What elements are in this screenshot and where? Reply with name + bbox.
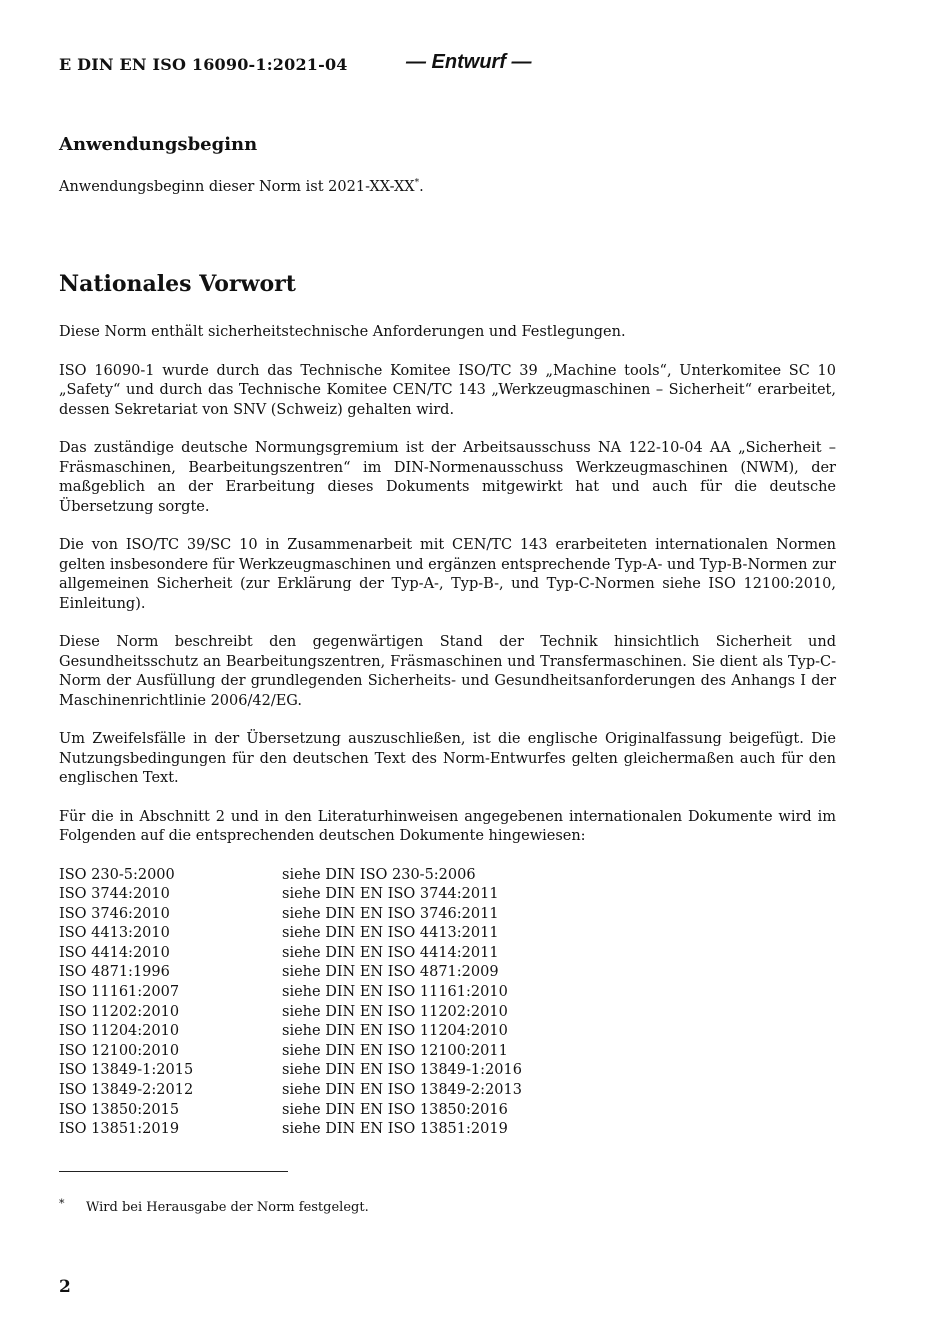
din-reference: siehe DIN ISO 230-5:2006 xyxy=(282,866,476,883)
reference-row xyxy=(59,983,836,1003)
iso-reference: ISO 3746:2010 xyxy=(59,905,170,922)
reference-row xyxy=(59,1101,836,1121)
foreword-heading: Nationales Vorwort xyxy=(59,271,296,297)
application-heading: Anwendungsbeginn xyxy=(59,134,258,155)
footnote xyxy=(59,1199,369,1217)
foreword-body xyxy=(59,323,836,1140)
footnote-mark: * xyxy=(59,1197,65,1210)
iso-reference: ISO 13849-2:2012 xyxy=(59,1082,194,1099)
din-reference: siehe DIN EN ISO 11202:2010 xyxy=(282,1003,508,1020)
din-reference: siehe DIN EN ISO 4413:2011 xyxy=(282,925,499,942)
footnote-reference[interactable]: * xyxy=(414,178,420,189)
din-reference: siehe DIN EN ISO 12100:2011 xyxy=(282,1042,508,1059)
din-reference: siehe DIN EN ISO 13850:2016 xyxy=(282,1101,508,1118)
foreword-paragraph: Für die in Abschnitt 2 und in den Literaturhinweisen angegebenen internationalen Dokumente wird im Folgenden auf die entsprechenden deutschen Dokumente hingewiesen: xyxy=(59,808,836,844)
iso-reference: ISO 13849-1:2015 xyxy=(59,1062,194,1079)
iso-reference: ISO 11202:2010 xyxy=(59,1003,180,1020)
foreword-paragraph: Diese Norm enthält sicherheitstechnische Anforderungen und Festlegungen. xyxy=(59,324,626,340)
iso-reference: ISO 12100:2010 xyxy=(59,1042,180,1059)
iso-reference: ISO 230-5:2000 xyxy=(59,866,175,883)
foreword-paragraph: Diese Norm beschreibt den gegenwärtigen Stand der Technik hinsichtlich Sicherheit und Gesundheitsschutz an Bearbeitungszentren, Fräsmaschinen und Transfermaschinen. Sie dient als Typ-C-Norm der Ausfüllung der grundlegenden Sicherheits- und Gesundheitsanforderungen des Anhangs I der Maschinenrichtlinie 2006/42/EG. xyxy=(59,634,836,709)
reference-row xyxy=(59,866,836,886)
reference-row xyxy=(59,1042,836,1062)
din-reference: siehe DIN EN ISO 13851:2019 xyxy=(282,1121,508,1138)
iso-reference: ISO 4414:2010 xyxy=(59,944,170,961)
reference-row xyxy=(59,1120,836,1140)
application-text-main: Anwendungsbeginn dieser Norm ist 2021-XX-XX xyxy=(59,179,415,195)
reference-row xyxy=(59,885,836,905)
reference-row xyxy=(59,944,836,964)
din-reference: siehe DIN EN ISO 11204:2010 xyxy=(282,1023,508,1040)
application-text-end: . xyxy=(419,179,424,195)
din-reference: siehe DIN EN ISO 4871:2009 xyxy=(282,964,499,981)
din-reference: siehe DIN EN ISO 3744:2011 xyxy=(282,886,499,903)
din-reference: siehe DIN EN ISO 4414:2011 xyxy=(282,944,499,961)
foreword-paragraph: Das zuständige deutsche Normungsgremium ist der Arbeitsausschuss NA 122-10-04 AA „Sicherheit – Fräsmaschinen, Bearbeitungszentren“ im DIN-Normenausschuss Werkzeugmaschinen (NWM), der maßgeblich an der Erarbeitung dieses Dokuments mitgewirkt hat und auch für die deutsche Übersetzung sorgte. xyxy=(59,440,836,515)
din-reference: siehe DIN EN ISO 13849-2:2013 xyxy=(282,1082,522,1099)
reference-row xyxy=(59,1022,836,1042)
iso-reference: ISO 4413:2010 xyxy=(59,925,170,942)
iso-reference: ISO 4871:1996 xyxy=(59,964,170,981)
din-reference: siehe DIN EN ISO 13849-1:2016 xyxy=(282,1062,522,1079)
reference-row xyxy=(59,1081,836,1101)
foreword-paragraph: ISO 16090-1 wurde durch das Technische Komitee ISO/TC 39 „Machine tools“, Unterkomitee SC 10 „Safety“ und durch das Technische Komitee CEN/TC 143 „Werkzeugmaschinen – Sicherheit“ erarbeitet, dessen Sekretariat von SNV (Schweiz) gehalten wird. xyxy=(59,362,836,418)
din-reference: siehe DIN EN ISO 3746:2011 xyxy=(282,905,499,922)
footnote-separator xyxy=(59,1171,288,1172)
reference-table xyxy=(59,866,836,1140)
iso-reference: ISO 11204:2010 xyxy=(59,1023,180,1040)
reference-row xyxy=(59,1061,836,1081)
reference-row xyxy=(59,905,836,925)
foreword-paragraph: Um Zweifelsfälle in der Übersetzung auszuschließen, ist die englische Originalfassung beigefügt. Die Nutzungsbedingungen für den deutschen Text des Norm-Entwurfes gelten gleichermaßen auch für den englischen Text. xyxy=(59,731,836,786)
din-reference: siehe DIN EN ISO 11161:2010 xyxy=(282,984,508,1001)
document-identifier: E DIN EN ISO 16090-1:2021-04 xyxy=(59,55,348,74)
iso-reference: ISO 3744:2010 xyxy=(59,886,170,903)
iso-reference: ISO 13850:2015 xyxy=(59,1101,180,1118)
page-number: 2 xyxy=(59,1277,71,1297)
footnote-text: Wird bei Herausgabe der Norm festgelegt. xyxy=(86,1200,369,1215)
application-text xyxy=(59,177,424,197)
reference-row xyxy=(59,924,836,944)
iso-reference: ISO 11161:2007 xyxy=(59,984,180,1001)
foreword-paragraph: Die von ISO/TC 39/SC 10 in Zusammenarbeit mit CEN/TC 143 erarbeiteten internationalen Normen gelten insbesondere für Werkzeugmaschinen und ergänzen entsprechende Typ-A- und Typ-B-Normen zur allgemeinen Sicherheit (zur Erklärung der Typ-A-, Typ-B-, und Typ-C-Normen siehe ISO 12100:2010, Einleitung). xyxy=(59,537,836,612)
draft-watermark-label: — Entwurf — xyxy=(406,51,532,73)
iso-reference: ISO 13851:2019 xyxy=(59,1121,180,1138)
reference-row xyxy=(59,1003,836,1023)
reference-row xyxy=(59,963,836,983)
